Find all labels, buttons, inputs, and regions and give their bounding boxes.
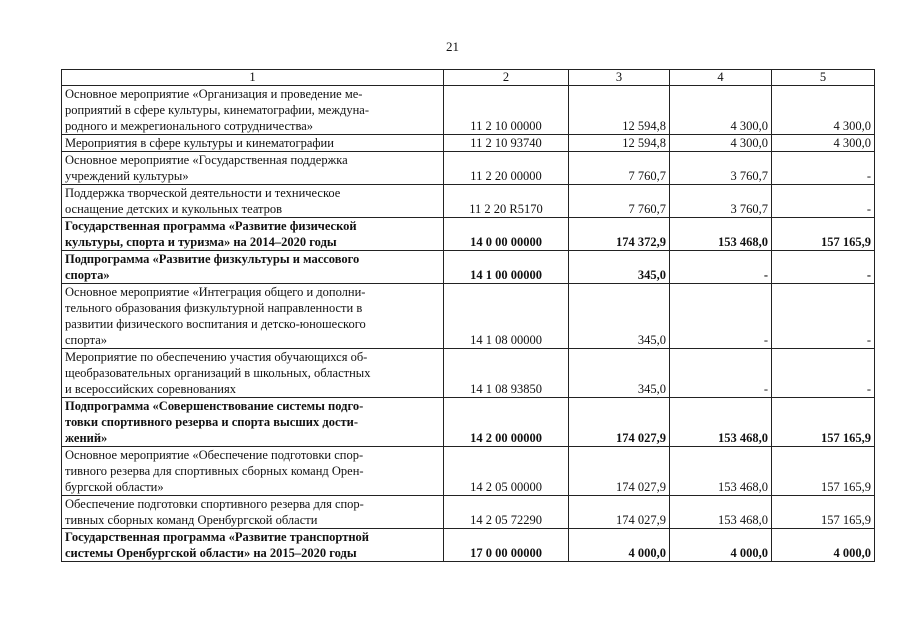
table-row	[62, 86, 875, 135]
row-name-line: жений»	[65, 431, 108, 445]
row-name-line: бургской области»	[65, 480, 164, 494]
row-name-cell	[62, 218, 444, 251]
table-row	[62, 135, 875, 152]
value-col3-cell: 345,0	[569, 284, 670, 349]
table-row	[62, 284, 875, 349]
row-name-line: роприятий в сфере культуры, кинематографии, междуна-	[65, 103, 370, 117]
row-name-line: Мероприятия в сфере культуры и кинематографии	[65, 136, 334, 150]
table-row	[62, 349, 875, 398]
code-cell: 14 2 05 72290	[444, 496, 569, 529]
value-col4-cell: 153 468,0	[670, 447, 772, 496]
value-col3-cell: 174 027,9	[569, 496, 670, 529]
table-row	[62, 496, 875, 529]
code-cell: 14 1 08 00000	[444, 284, 569, 349]
table-row	[62, 152, 875, 185]
value-col4-cell: 3 760,7	[670, 152, 772, 185]
value-col5-cell: -	[772, 251, 875, 284]
value-col3-cell: 12 594,8	[569, 86, 670, 135]
row-name-line: Основное мероприятие «Обеспечение подготовки спор-	[65, 448, 364, 462]
value-col4-cell: -	[670, 284, 772, 349]
value-col4-cell: 153 468,0	[670, 398, 772, 447]
row-name-cell	[62, 152, 444, 185]
row-name-line: тивных сборных команд Оренбургской области	[65, 513, 318, 527]
code-cell: 14 1 08 93850	[444, 349, 569, 398]
code-cell: 14 2 00 00000	[444, 398, 569, 447]
table-row	[62, 251, 875, 284]
row-name-cell	[62, 86, 444, 135]
value-col3-cell: 7 760,7	[569, 152, 670, 185]
value-col3-cell: 174 027,9	[569, 398, 670, 447]
table-row	[62, 447, 875, 496]
value-col3-cell: 345,0	[569, 349, 670, 398]
row-name-line: Государственная программа «Развитие физической	[65, 219, 357, 233]
column-header: 4	[670, 70, 772, 86]
table-row	[62, 218, 875, 251]
value-col3-cell: 345,0	[569, 251, 670, 284]
value-col5-cell: -	[772, 185, 875, 218]
column-header: 2	[444, 70, 569, 86]
value-col5-cell: 4 300,0	[772, 86, 875, 135]
code-cell: 17 0 00 00000	[444, 529, 569, 562]
row-name-line: Мероприятие по обеспечению участия обучающихся об-	[65, 350, 368, 364]
row-name-cell	[62, 447, 444, 496]
value-col4-cell: 4 000,0	[670, 529, 772, 562]
row-name-line: учреждений культуры»	[65, 169, 189, 183]
code-cell: 11 2 10 93740	[444, 135, 569, 152]
value-col3-cell: 4 000,0	[569, 529, 670, 562]
value-col5-cell: -	[772, 349, 875, 398]
budget-table	[61, 69, 875, 562]
row-name-cell	[62, 284, 444, 349]
value-col5-cell: 157 165,9	[772, 398, 875, 447]
column-header: 3	[569, 70, 670, 86]
code-cell: 11 2 20 R5170	[444, 185, 569, 218]
row-name-line: Подпрограмма «Развитие физкультуры и массового	[65, 252, 360, 266]
value-col4-cell: 153 468,0	[670, 218, 772, 251]
table-row	[62, 185, 875, 218]
value-col5-cell: -	[772, 152, 875, 185]
row-name-line: системы Оренбургской области» на 2015–2020 годы	[65, 546, 357, 560]
row-name-line: спорта»	[65, 268, 110, 282]
value-col3-cell: 174 027,9	[569, 447, 670, 496]
code-cell: 11 2 20 00000	[444, 152, 569, 185]
row-name-line: родного и межрегионального сотрудничества»	[65, 119, 314, 133]
row-name-cell	[62, 185, 444, 218]
row-name-line: и всероссийских соревнованиях	[65, 382, 236, 396]
row-name-line: Поддержка творческой деятельности и техническое	[65, 186, 341, 200]
value-col5-cell: 157 165,9	[772, 447, 875, 496]
row-name-line: Государственная программа «Развитие транспортной	[65, 530, 370, 544]
row-name-cell	[62, 496, 444, 529]
value-col3-cell: 174 372,9	[569, 218, 670, 251]
row-name-line: щеобразовательных организаций в школьных, областных	[65, 366, 371, 380]
value-col5-cell: -	[772, 284, 875, 349]
value-col5-cell: 157 165,9	[772, 496, 875, 529]
value-col4-cell: 4 300,0	[670, 86, 772, 135]
row-name-line: спорта»	[65, 333, 107, 347]
table-row	[62, 529, 875, 562]
row-name-line: Основное мероприятие «Организация и проведение ме-	[65, 87, 363, 101]
column-header: 5	[772, 70, 875, 86]
row-name-line: культуры, спорта и туризма» на 2014–2020 годы	[65, 235, 337, 249]
value-col5-cell: 157 165,9	[772, 218, 875, 251]
value-col3-cell: 12 594,8	[569, 135, 670, 152]
value-col4-cell: 3 760,7	[670, 185, 772, 218]
page-number: 21	[446, 39, 459, 54]
value-col4-cell: 4 300,0	[670, 135, 772, 152]
row-name-cell	[62, 251, 444, 284]
value-col4-cell: -	[670, 349, 772, 398]
row-name-cell	[62, 349, 444, 398]
code-cell: 11 2 10 00000	[444, 86, 569, 135]
value-col3-cell: 7 760,7	[569, 185, 670, 218]
value-col4-cell: -	[670, 251, 772, 284]
row-name-cell	[62, 529, 444, 562]
code-cell: 14 2 05 00000	[444, 447, 569, 496]
row-name-line: товки спортивного резерва и спорта высших дости-	[65, 415, 359, 429]
code-cell: 14 0 00 00000	[444, 218, 569, 251]
row-name-line: Обеспечение подготовки спортивного резерва для спор-	[65, 497, 364, 511]
row-name-cell	[62, 135, 444, 152]
row-name-line: Подпрограмма «Совершенствование системы подго-	[65, 399, 364, 413]
row-name-line: тельного образования физкультурной направленности в	[65, 301, 363, 315]
row-name-line: развитии физического воспитания и детско-юношеского	[65, 317, 366, 331]
column-header: 1	[62, 70, 444, 86]
row-name-line: тивного резерва для спортивных сборных команд Орен-	[65, 464, 364, 478]
value-col5-cell: 4 300,0	[772, 135, 875, 152]
row-name-line: Основное мероприятие «Государственная поддержка	[65, 153, 348, 167]
table-row	[62, 398, 875, 447]
value-col4-cell: 153 468,0	[670, 496, 772, 529]
row-name-line: оснащение детских и кукольных театров	[65, 202, 283, 216]
value-col5-cell: 4 000,0	[772, 529, 875, 562]
row-name-cell	[62, 398, 444, 447]
code-cell: 14 1 00 00000	[444, 251, 569, 284]
row-name-line: Основное мероприятие «Интеграция общего и дополни-	[65, 285, 366, 299]
table-header-row	[62, 70, 875, 86]
